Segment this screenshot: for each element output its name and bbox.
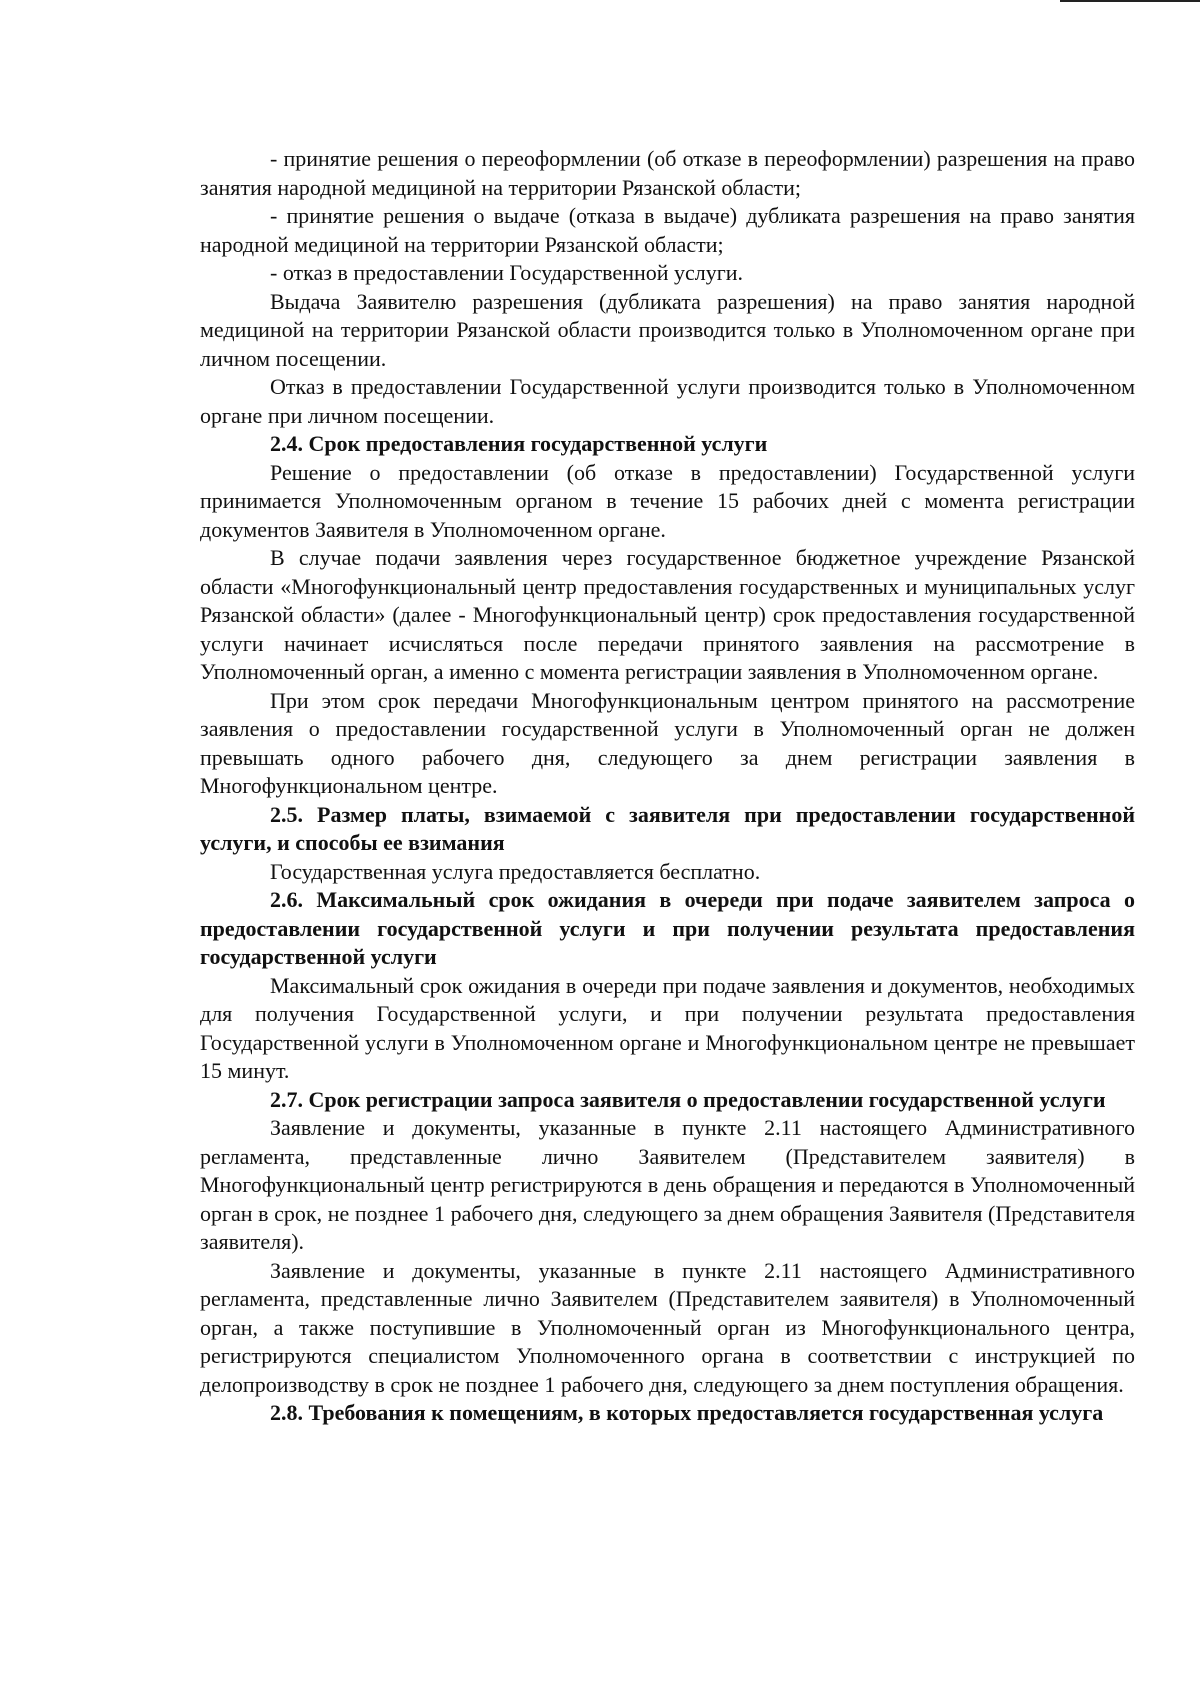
section-heading-2-6: 2.6. Максимальный срок ожидания в очереди при подаче заявителем запроса о предоставлении государственной услуги и при получении результата предоставления государственной услуги xyxy=(200,887,1135,969)
paragraph-duplicate-decision: - принятие решения о выдаче (отказа в выдаче) дубликата разрешения на право занятия народной медициной на территории Рязанской области; xyxy=(200,203,1135,257)
section-heading-2-4: 2.4. Срок предоставления государственной услуги xyxy=(270,431,768,456)
paragraph-queue-time: Максимальный срок ожидания в очереди при подаче заявления и документов, необходимых для получения Государственной услуги, и при получении результата предоставления Государственной услуги в Уполномоченном органе и Многофункциональном центре не превышает 15 минут. xyxy=(200,972,1135,1083)
scan-edge-mark xyxy=(1060,0,1200,2)
paragraph-refusal-in-person: Отказ в предоставлении Государственной услуги производится только в Уполномоченном органе при личном посещении. xyxy=(200,374,1135,428)
document-body xyxy=(200,145,1135,1428)
paragraph-reissue-decision: - принятие решения о переоформлении (об отказе в переоформлении) разрешения на право занятия народной медициной на территории Рязанской области; xyxy=(200,146,1135,200)
paragraph-mfc-submission: В случае подачи заявления через государственное бюджетное учреждение Рязанской области «Многофункциональный центр предоставления государственных и муниципальных услуг Рязанской области» (далее - Многофункциональный центр) срок предоставления государственной услуги начинает исчисляться после передачи принятого заявления на рассмотрение в Уполномоченный орган, а именно с момента регистрации заявления в Уполномоченном органе. xyxy=(200,545,1135,684)
paragraph-free-service: Государственная услуга предоставляется бесплатно. xyxy=(270,858,761,884)
paragraph-decision-term: Решение о предоставлении (об отказе в предоставлении) Государственной услуги принимается Уполномоченным органом в течение 15 рабочих дней с момента регистрации документов Заявителя в Уполномоченном органе. xyxy=(200,459,1135,542)
paragraph-refusal: - отказ в предоставлении Государственной услуги. xyxy=(270,260,744,285)
section-heading-2-8: 2.8. Требования к помещениям, в которых предоставляется государственная услуга xyxy=(270,1400,1104,1425)
paragraph-mfc-transfer-term: При этом срок передачи Многофункциональным центром принятого на рассмотрение заявления о предоставлении государственной услуги в Уполномоченный орган не должен превышать одного рабочего дня, следующего за днем регистрации заявления в Многофункциональном центре. xyxy=(200,687,1135,798)
section-heading-2-5: 2.5. Размер платы, взимаемой с заявителя при предоставлении государственной услуги, и способы ее взимания xyxy=(200,801,1135,855)
paragraph-registration-authority: Заявление и документы, указанные в пункте 2.11 настоящего Административного регламента, представленные лично Заявителем (Представителем заявителя) в Уполномоченный орган, а также поступившие в Уполномоченный орган из Многофункционального центра, регистрируются специалистом Уполномоченного органа в соответствии с инструкцией по делопроизводству в срок не позднее 1 рабочего дня, следующего за днем поступления обращения. xyxy=(200,1257,1135,1397)
section-heading-2-7: 2.7. Срок регистрации запроса заявителя о предоставлении государственной услуги xyxy=(270,1086,1106,1112)
paragraph-registration-mfc: Заявление и документы, указанные в пункте 2.11 настоящего Административного регламента, представленные лично Заявителем (Представителем заявителя) в Многофункциональный центр регистрируются в день обращения и передаются в Уполномоченный орган в срок, не позднее 1 рабочего дня, следующего за днем обращения Заявителя (Представителя заявителя). xyxy=(200,1115,1135,1254)
paragraph-issuance: Выдача Заявителю разрешения (дубликата разрешения) на право занятия народной медициной на территории Рязанской области производится только в Уполномоченном органе при личном посещении. xyxy=(200,288,1135,371)
